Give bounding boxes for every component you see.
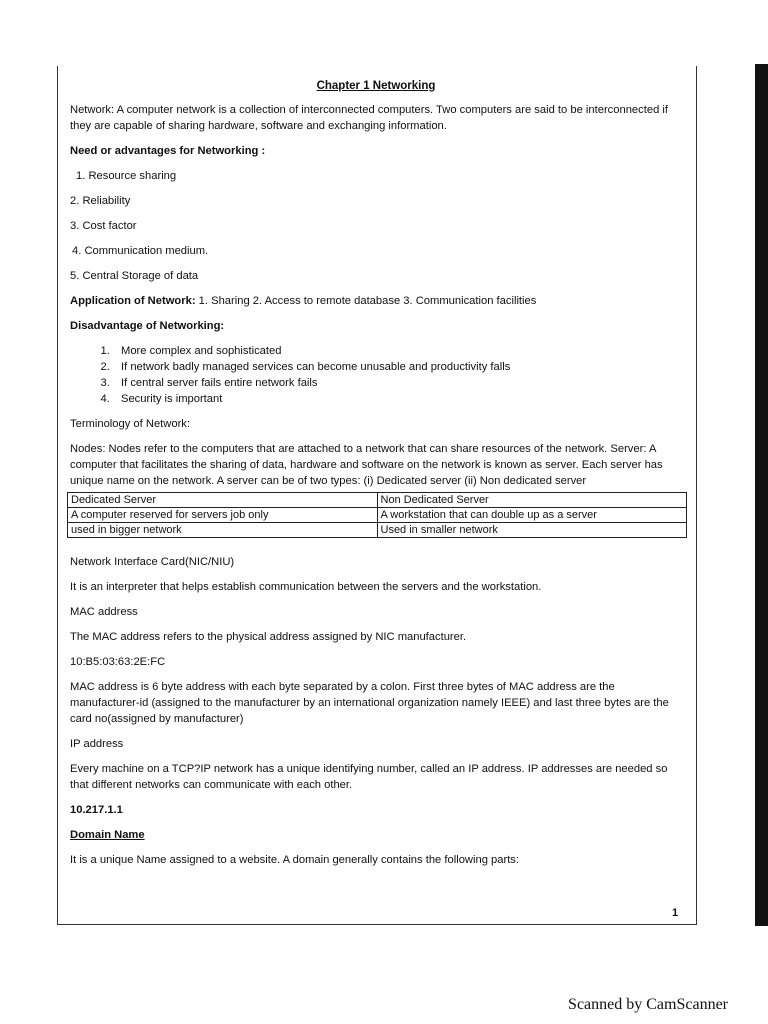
nic-text: It is an interpreter that helps establish communication between the servers and the workstation. bbox=[70, 581, 542, 593]
table-header-cell: Non Dedicated Server bbox=[377, 493, 687, 508]
application-text: 1. Sharing 2. Access to remote database 3. Communication facilities bbox=[195, 295, 537, 307]
disadvantage-list bbox=[70, 343, 682, 407]
ip-text: Every machine on a TCP?IP network has a unique identifying number, called an IP address. IP addresses are needed so that different networks can communicate with each other. bbox=[70, 763, 668, 791]
disadvantage-item: 4. Security is important bbox=[113, 391, 682, 407]
advantage-item: 4. Communication medium. bbox=[72, 245, 209, 257]
mac-text: The MAC address refers to the physical address assigned by NIC manufacturer. bbox=[70, 631, 467, 643]
document-body bbox=[70, 78, 682, 877]
disadvantage-item: 2. If network badly managed services can become unusable and productivity falls bbox=[113, 359, 682, 375]
advantages-heading: Need or advantages for Networking : bbox=[70, 145, 266, 157]
disadvantage-item: 3. If central server fails entire network fails bbox=[113, 375, 682, 391]
scan-edge-bar bbox=[755, 64, 768, 926]
advantage-item: 1. Resource sharing bbox=[76, 170, 177, 182]
mac-example: 10:B5:03:63:2E:FC bbox=[70, 656, 166, 668]
page-number: 1 bbox=[672, 907, 679, 919]
application-paragraph bbox=[70, 293, 682, 309]
table-cell: A workstation that can double up as a server bbox=[377, 508, 687, 523]
mac-heading: MAC address bbox=[70, 606, 138, 618]
advantage-item: 3. Cost factor bbox=[70, 220, 137, 232]
terminology-heading: Terminology of Network: bbox=[70, 418, 190, 430]
table-cell: used in bigger network bbox=[68, 523, 378, 538]
network-definition: Network: A computer network is a collection of interconnected computers. Two computers are said to be interconnected if they are capable of sharing hardware, software and exchanging information. bbox=[70, 104, 669, 132]
nic-heading: Network Interface Card(NIC/NIU) bbox=[70, 556, 235, 568]
ip-heading: IP address bbox=[70, 738, 124, 750]
terminology-text: Nodes: Nodes refer to the computers that are attached to a network that can share resources of the network. Server: A computer that facilitates the sharing of data, hardware and software on the network is known as server. Each server has unique name on the network. A server can be of two types: (i) Dedicated server (ii) Non dedicated server bbox=[70, 443, 663, 487]
advantage-item: 5. Central Storage of data bbox=[70, 270, 199, 282]
disadvantage-item: 1. More complex and sophisticated bbox=[113, 343, 682, 359]
mac-detail: MAC address is 6 byte address with each byte separated by a colon. First three bytes of MAC address are the manufacturer-id (assigned to the manufacturer by an international organization namely IEEE) and last three bytes are the card no(assigned by manufacturer) bbox=[70, 681, 669, 725]
table-row bbox=[68, 523, 687, 538]
domain-text: It is a unique Name assigned to a website. A domain generally contains the following parts: bbox=[70, 854, 520, 866]
ip-example: 10.217.1.1 bbox=[70, 804, 123, 816]
table-row bbox=[68, 508, 687, 523]
server-table bbox=[67, 492, 687, 538]
disadvantage-heading: Disadvantage of Networking: bbox=[70, 320, 225, 332]
domain-heading: Domain Name bbox=[70, 829, 145, 841]
table-header-row bbox=[68, 493, 687, 508]
page-title: Chapter 1 Networking bbox=[316, 80, 436, 92]
table-header-cell: Dedicated Server bbox=[68, 493, 378, 508]
table-cell: A computer reserved for servers job only bbox=[68, 508, 378, 523]
advantage-item: 2. Reliability bbox=[70, 195, 131, 207]
table-cell: Used in smaller network bbox=[377, 523, 687, 538]
application-label: Application of Network: bbox=[70, 295, 196, 307]
scanner-watermark: Scanned by CamScanner bbox=[568, 996, 728, 1013]
